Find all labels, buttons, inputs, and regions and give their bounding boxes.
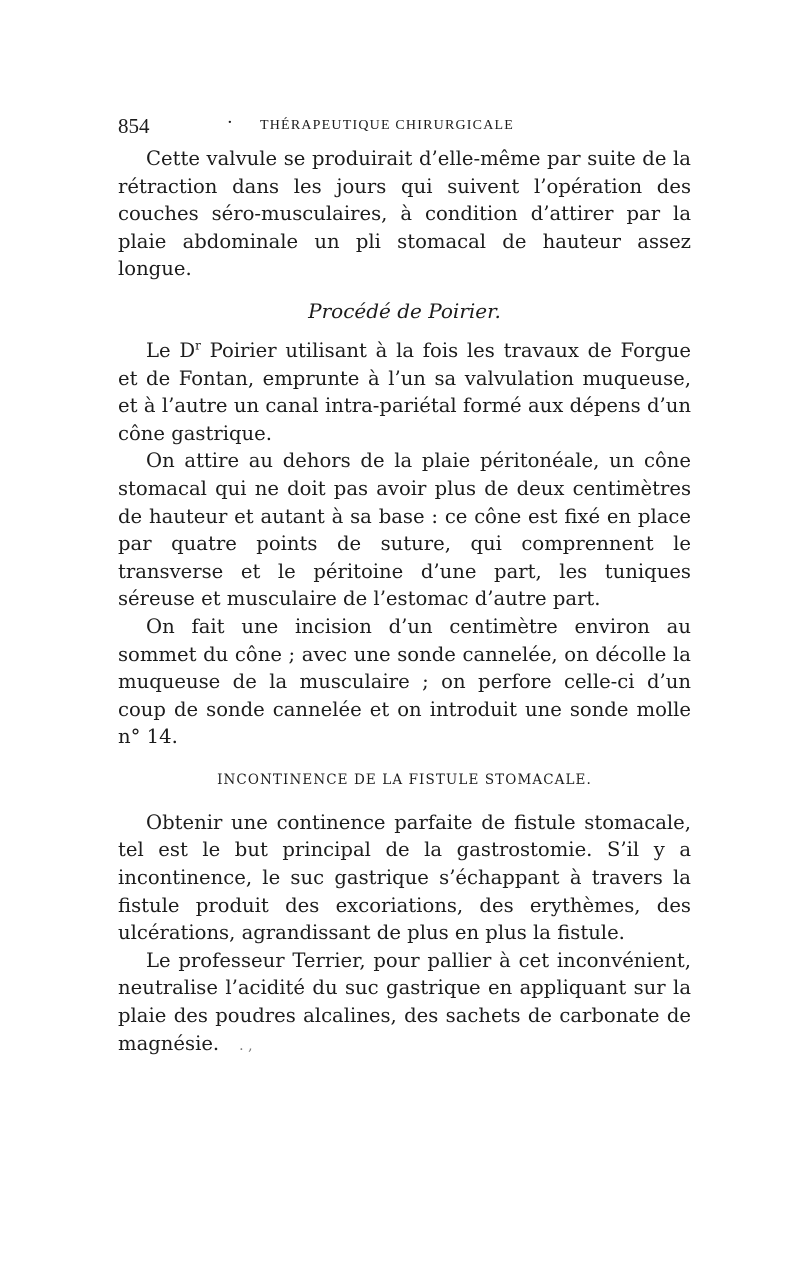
paragraph-cone-stomacal: On attire au dehors de la plaie péritonéale, un cône stomacal qui ne doit pas avoir plus de deux centimètres de hauteur et autant à sa base : ce cône est fixé en place par quatre points de suture, qui comprennent le transverse et le péritoine d’une part, les tuniques séreuse et musculaire de l’estomac d’autre part. <box>118 449 691 611</box>
running-title: THÉRAPEUTIQUE CHIRURGICALE <box>260 118 515 133</box>
running-head <box>118 110 690 140</box>
paragraph-valvule: Cette valvule se produirait d’elle-même par suite de la rétraction dans les jours qui suivent l’opération des couches séro-musculaires, à condition d’attirer par la plaie abdominale un pli stomacal de hauteur assez longue. <box>118 147 691 281</box>
paragraph-poirier-rest: Poirier utilisant à la fois les travaux de Forgue et de Fontan, emprunte à l’un sa valvulation muqueuse, et à l’autre un canal intra-pariétal formé aux dépens d’un cône gastrique. <box>118 338 692 445</box>
section-heading-procede-poirier: Procédé de Poirier. <box>308 298 501 323</box>
stray-marks: . , <box>239 1037 253 1054</box>
paragraph-continence: Obtenir une continence parfaite de fistule stomacale, tel est le but principal de la gastrostomie. S’il y a incontinence, le suc gastrique s’échappant à travers la fistule produit des excoriations, des erythèmes, des ulcérations, agrandissant de plus en plus la fistule. <box>118 810 691 945</box>
paragraph-poirier <box>118 337 691 447</box>
running-head-separator: · <box>227 112 233 133</box>
paragraph-terrier-text: Le professeur Terrier, pour pallier à cet inconvénient, neutralise l’acidité du suc gastrique en appliquant sur la plaie des poudres alcalines, des sachets de carbonate de magnésie. <box>118 948 691 1055</box>
paragraph-terrier <box>118 947 691 1060</box>
section-heading-incontinence: INCONTINENCE DE LA FISTULE STOMACALE. <box>217 771 592 788</box>
paragraph-poirier-start: Le D <box>146 338 196 362</box>
doctor-superscript: r <box>195 338 201 353</box>
body-text <box>118 145 691 1060</box>
page-number: 854 <box>118 114 150 138</box>
paragraph-incision: On fait une incision d’un centimètre environ au sommet du cône ; avec une sonde cannelée, on décolle la muqueuse de la musculaire ; on perfore celle-ci d’un coup de sonde cannelée et on introduit une sonde molle n° 14. <box>118 614 691 749</box>
